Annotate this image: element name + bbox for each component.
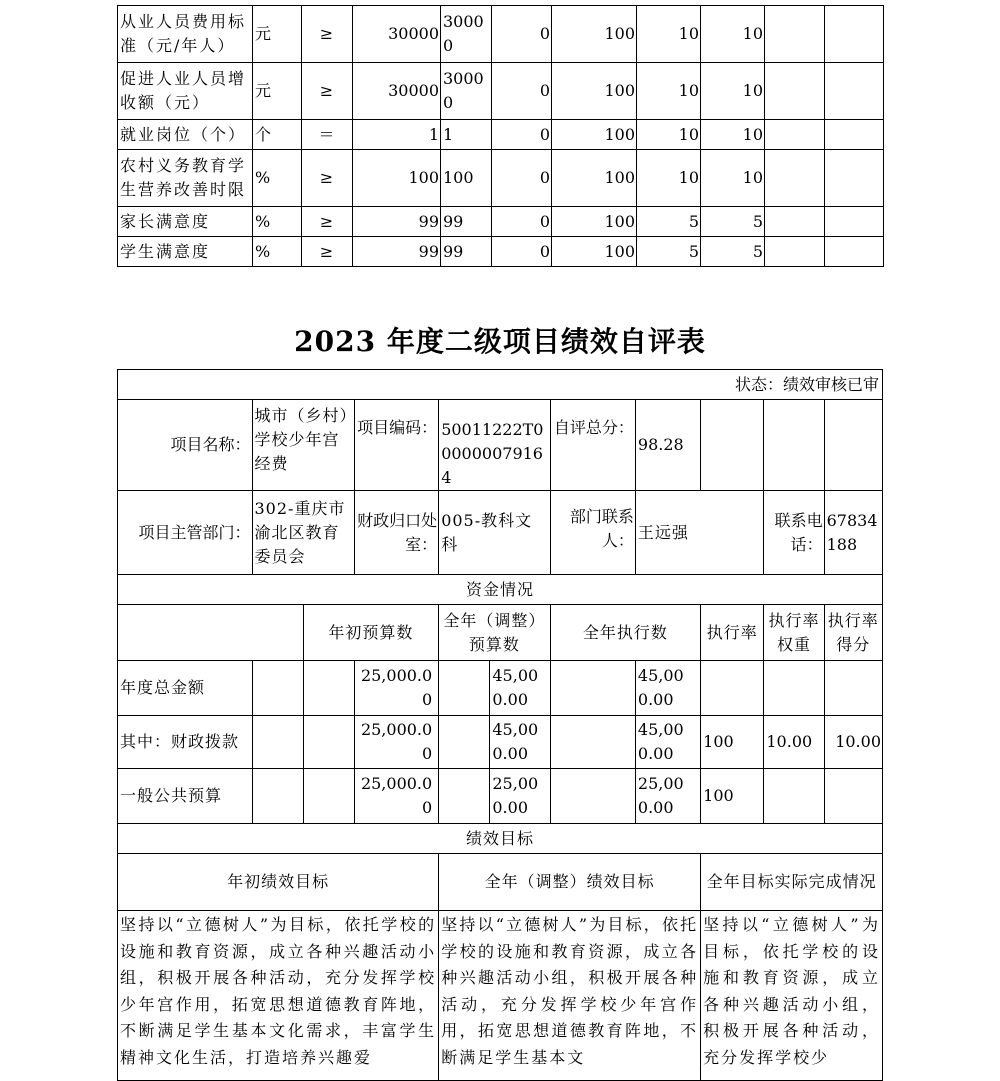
indicator-target: 99 <box>353 237 441 267</box>
indicator-target: 100 <box>353 150 441 207</box>
indicator-unit: % <box>253 207 302 237</box>
indicator-name: 家长满意度 <box>118 207 253 237</box>
indicator-value: 10 <box>637 150 701 207</box>
self-score-value: 98.28 <box>635 400 700 491</box>
indicator-unit: % <box>253 150 302 207</box>
indicator-row <box>118 150 884 207</box>
adjusted-goal-header: 全年（调整）绩效目标 <box>439 854 701 911</box>
empty-cell <box>252 661 303 716</box>
actual-goal-text: 坚持以“立德树人”为目标，依托学校的设施和教育资源，成立各种兴趣活动小组，积极开展各种活动，充分发挥学校少 <box>701 911 883 1081</box>
indicator-value: 10 <box>637 6 701 63</box>
phone-value: 67834188 <box>824 491 882 575</box>
dept-value: 302-重庆市渝北区教育委员会 <box>252 491 354 575</box>
indicator-row <box>118 237 884 267</box>
indicator-operator: ≥ <box>302 237 353 267</box>
funds-section-header: 资金情况 <box>118 575 883 605</box>
dept-label: 项目主管部门： <box>118 491 253 575</box>
self-score-label: 自评总分： <box>550 400 635 491</box>
indicator-value: 0 <box>492 6 552 63</box>
indicator-unit: 个 <box>253 120 302 150</box>
indicator-value: 0 <box>492 63 552 120</box>
indicator-operator: ＝ <box>302 120 353 150</box>
indicator-value: 100 <box>552 63 637 120</box>
indicator-actual: 99 <box>441 207 492 237</box>
empty-cell <box>550 661 635 716</box>
indicator-value <box>765 63 825 120</box>
initial-value: 25,000.00 <box>354 716 438 769</box>
indicator-value: 10 <box>701 6 765 63</box>
indicator-value: 10 <box>637 120 701 150</box>
indicator-value <box>825 120 884 150</box>
indicator-value <box>765 6 825 63</box>
rate-score-value <box>824 661 882 716</box>
rate-value: 100 <box>701 769 764 824</box>
indicator-operator: ≥ <box>302 150 353 207</box>
indicator-name: 学生满意度 <box>118 237 253 267</box>
empty-cell <box>550 716 635 769</box>
empty-cell <box>303 661 354 716</box>
indicator-operator: ≥ <box>302 63 353 120</box>
indicator-value: 0 <box>492 207 552 237</box>
rate-value: 100 <box>701 716 764 769</box>
finance-value: 005-教科文科 <box>439 491 550 575</box>
indicator-value: 10 <box>701 150 765 207</box>
phone-label: 联系电话： <box>764 491 824 575</box>
adjusted-value: 25,000.00 <box>490 769 550 824</box>
indicator-value: 10 <box>637 63 701 120</box>
indicator-actual: 100 <box>441 150 492 207</box>
indicator-value <box>825 237 884 267</box>
empty-cell <box>701 400 764 491</box>
indicator-value: 10 <box>701 63 765 120</box>
funds-row-label: 一般公共预算 <box>118 769 253 824</box>
indicator-name: 农村义务教育学生营养改善时限 <box>118 150 253 207</box>
indicator-target: 99 <box>353 207 441 237</box>
empty-cell <box>252 716 303 769</box>
empty-cell <box>764 400 824 491</box>
indicator-row <box>118 63 884 120</box>
executed-value: 45,000.00 <box>635 661 700 716</box>
rate-score-value: 10.00 <box>824 716 882 769</box>
initial-goal-header: 年初绩效目标 <box>118 854 439 911</box>
indicator-name: 从业人员费用标准（元/年人） <box>118 6 253 63</box>
indicator-value <box>825 63 884 120</box>
actual-goal-header: 全年目标实际完成情况 <box>701 854 883 911</box>
indicator-value <box>765 207 825 237</box>
contact-label: 部门联系人： <box>550 491 635 575</box>
rate-score-value <box>824 769 882 824</box>
indicator-unit: % <box>253 237 302 267</box>
indicator-value: 100 <box>552 207 637 237</box>
empty-cell <box>303 716 354 769</box>
indicator-value: 0 <box>492 150 552 207</box>
adjusted-budget-header: 全年（调整）预算数 <box>439 605 550 661</box>
indicator-unit: 元 <box>253 63 302 120</box>
adjusted-value: 45,000.00 <box>490 661 550 716</box>
indicator-value: 0 <box>492 120 552 150</box>
indicator-row <box>118 6 884 63</box>
executed-value: 45,000.00 <box>635 716 700 769</box>
indicator-value <box>825 150 884 207</box>
executed-header: 全年执行数 <box>550 605 701 661</box>
empty-cell <box>439 716 490 769</box>
weight-value <box>764 769 824 824</box>
goals-section-header: 绩效目标 <box>118 824 883 854</box>
indicator-target: 1 <box>353 120 441 150</box>
finance-label: 财政归口处室： <box>354 491 438 575</box>
project-code-value: 50011222T000000079164 <box>439 400 550 491</box>
indicator-value: 100 <box>552 120 637 150</box>
empty-cell <box>252 769 303 824</box>
indicator-value: 100 <box>552 6 637 63</box>
indicator-row <box>118 207 884 237</box>
weight-value: 10.00 <box>764 716 824 769</box>
indicator-operator: ≥ <box>302 207 353 237</box>
indicator-value: 5 <box>701 237 765 267</box>
indicator-unit: 元 <box>253 6 302 63</box>
indicator-target: 30000 <box>353 63 441 120</box>
project-code-label: 项目编码： <box>354 400 438 491</box>
indicator-value <box>825 207 884 237</box>
initial-budget-header: 年初预算数 <box>303 605 439 661</box>
page-title: 2023 年度二级项目绩效自评表 <box>294 325 706 358</box>
indicator-actual: 30000 <box>441 6 492 63</box>
indicator-value: 100 <box>552 237 637 267</box>
indicator-table <box>117 5 884 267</box>
indicator-value <box>765 150 825 207</box>
project-name-value: 城市（乡村）学校少年宫经费 <box>252 400 354 491</box>
indicator-value <box>765 120 825 150</box>
indicator-value <box>765 237 825 267</box>
indicator-row <box>118 120 884 150</box>
indicator-value: 100 <box>552 150 637 207</box>
indicator-value: 10 <box>701 120 765 150</box>
indicator-name: 促进人业人员增收额（元） <box>118 63 253 120</box>
indicator-actual: 1 <box>441 120 492 150</box>
indicator-value: 5 <box>637 207 701 237</box>
rate-score-header: 执行率得分 <box>824 605 882 661</box>
executed-value: 25,000.00 <box>635 769 700 824</box>
adjusted-goal-text: 坚持以“立德树人”为目标，依托学校的设施和教育资源，成立各种兴趣活动小组，积极开展各种活动，充分发挥学校少年宫作用，拓宽思想道德教育阵地，不断满足学生基本文 <box>439 911 701 1081</box>
adjusted-value: 45,000.00 <box>490 716 550 769</box>
weight-value <box>764 661 824 716</box>
evaluation-table <box>117 369 883 1081</box>
indicator-value <box>825 6 884 63</box>
rate-header: 执行率 <box>701 605 764 661</box>
empty-cell <box>439 769 490 824</box>
empty-cell <box>550 769 635 824</box>
empty-cell <box>303 769 354 824</box>
initial-goal-text: 坚持以“立德树人”为目标，依托学校的设施和教育资源，成立各种兴趣活动小组，积极开展各种活动，充分发挥学校少年宫作用，拓宽思想道德教育阵地，不断满足学生基本文化需求，丰富学生精神文化生活，打造培养兴趣爱 <box>118 911 439 1081</box>
indicator-value: 5 <box>701 207 765 237</box>
indicator-value: 0 <box>492 237 552 267</box>
weight-header: 执行率权重 <box>764 605 824 661</box>
indicator-target: 30000 <box>353 6 441 63</box>
funds-row-label: 年度总金额 <box>118 661 253 716</box>
initial-value: 25,000.00 <box>354 661 438 716</box>
funds-row-label: 其中：财政拨款 <box>118 716 253 769</box>
indicator-actual: 99 <box>441 237 492 267</box>
indicator-actual: 30000 <box>441 63 492 120</box>
contact-value: 王远强 <box>635 491 763 575</box>
rate-value <box>701 661 764 716</box>
status-text: 状态：绩效审核已审 <box>118 370 883 400</box>
indicator-operator: ≥ <box>302 6 353 63</box>
empty-cell <box>439 661 490 716</box>
initial-value: 25,000.00 <box>354 769 438 824</box>
indicator-value: 5 <box>637 237 701 267</box>
empty-cell <box>118 605 304 661</box>
indicator-name: 就业岗位（个） <box>118 120 253 150</box>
empty-cell <box>824 400 882 491</box>
project-name-label: 项目名称： <box>118 400 253 491</box>
